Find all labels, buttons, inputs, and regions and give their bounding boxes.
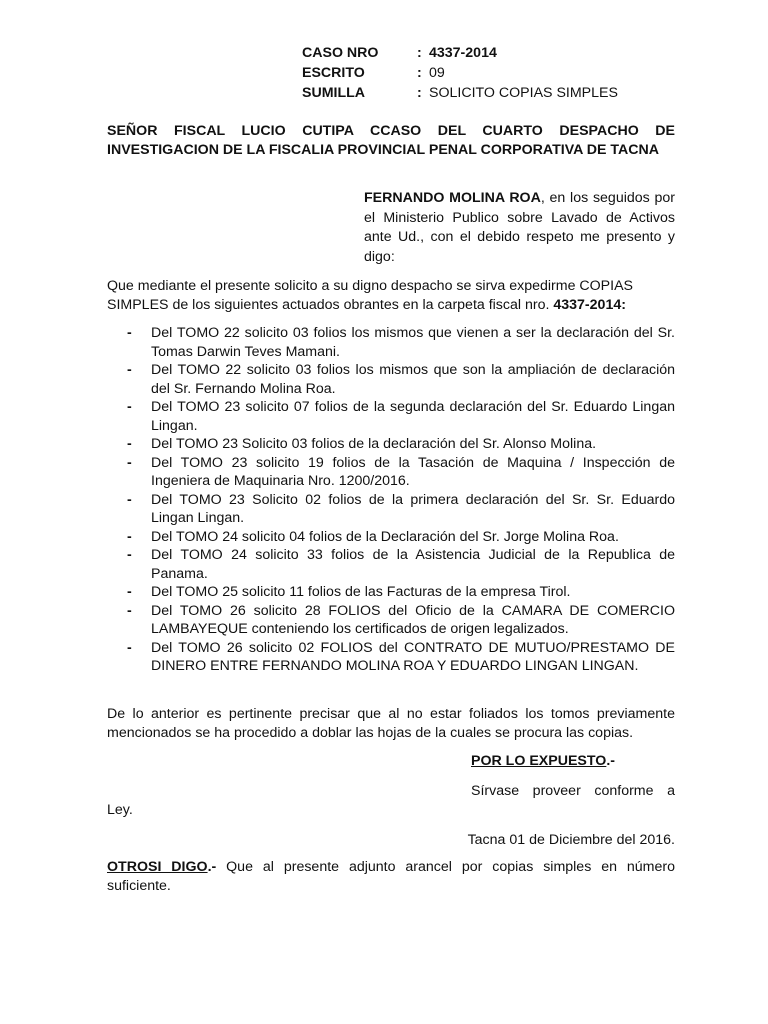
ley-text: Ley. — [107, 802, 133, 818]
request-item — [107, 639, 675, 676]
bullet-dash: - — [127, 454, 132, 471]
request-text: Del TOMO 22 solicito 03 folios los mismos que son la ampliación de declaración del Sr. Fernando Molina Roa. — [151, 362, 675, 397]
sumilla-colon: : — [417, 85, 422, 101]
case-number-label: CASO NRO — [302, 45, 379, 61]
request-item — [107, 454, 675, 491]
intro-text: Que mediante el presente solicito a su digno despacho se sirva expedirme COPIAS SIMPLES de los siguientes actuados obrantes en la carpeta fiscal nro. — [107, 278, 634, 313]
request-text: Del TOMO 26 solicito 02 FOLIOS del CONTRATO DE MUTUO/PRESTAMO DE DINERO ENTRE FERNANDO MOLINA ROA Y EDUARDO LINGAN LINGAN. — [151, 639, 675, 674]
otrosi-suffix: .- — [207, 859, 217, 875]
party-name: FERNANDO MOLINA ROA — [364, 190, 541, 206]
request-text: Del TOMO 23 solicito 19 folios de la Tasación de Maquina / Inspección de Ingeniera de Maquinaria Nro. 1200/2016. — [151, 454, 675, 489]
escrito-row — [302, 64, 618, 84]
case-number-colon: : — [417, 45, 422, 61]
request-text: Del TOMO 22 solicito 03 folios los mismos que vienen a ser la declaración del Sr. Tomas Darwin Teves Mamani. — [151, 325, 675, 360]
bullet-dash: - — [127, 639, 132, 656]
request-text: Del TOMO 23 solicito 07 folios de la segunda declaración del Sr. Eduardo Lingan Lingan. — [151, 399, 675, 434]
request-item — [107, 324, 675, 361]
bullet-dash: - — [127, 584, 132, 600]
request-item — [107, 546, 675, 583]
sumilla-label: SUMILLA — [302, 85, 366, 101]
request-item — [107, 583, 675, 602]
por-lo-expuesto-text: POR LO EXPUESTO — [471, 753, 607, 769]
escrito-label: ESCRITO — [302, 65, 365, 81]
escrito-value: 09 — [429, 65, 445, 81]
request-item — [107, 602, 675, 639]
bullet-dash: - — [127, 325, 132, 341]
otrosi-text: Que al presente adjunto arancel por copias simples en número suficiente. — [107, 859, 675, 894]
request-text: Del TOMO 24 solicito 04 folios de la Declaración del Sr. Jorge Molina Roa. — [151, 528, 619, 545]
request-item — [107, 398, 675, 435]
request-intro — [107, 277, 675, 315]
por-lo-expuesto — [471, 752, 615, 771]
bullet-dash: - — [127, 362, 132, 378]
bullet-dash: - — [127, 399, 132, 415]
bullet-dash: - — [127, 602, 132, 619]
sirvase-text: Sírvase proveer conforme a — [471, 783, 675, 799]
request-item — [107, 361, 675, 398]
por-lo-expuesto-suffix: .- — [606, 753, 616, 769]
bullet-dash: - — [127, 436, 132, 452]
request-text: Del TOMO 25 solicito 11 folios de las Facturas de la empresa Tirol. — [151, 584, 571, 600]
request-item — [107, 491, 675, 528]
closing-paragraph: De lo anterior es pertinente precisar que al no estar foliados los tomos previamente mencionados se ha procedido a doblar las hojas de la cuales se procura las copias. — [107, 706, 675, 741]
sumilla-row — [302, 84, 618, 104]
addressee: SEÑOR FISCAL LUCIO CUTIPA CCASO DEL CUARTO DESPACHO DE INVESTIGACION DE LA FISCALIA PROVINCIAL PENAL CORPORATIVA DE TACNA — [107, 123, 675, 158]
bullet-dash: - — [127, 547, 132, 563]
request-list — [107, 324, 675, 676]
request-text: Del TOMO 26 solicito 28 FOLIOS del Oficio de la CAMARA DE COMERCIO LAMBAYEQUE conteniendo los certificados de origen legalizados. — [151, 602, 675, 637]
request-text: Del TOMO 23 Solicito 03 folios de la declaración del Sr. Alonso Molina. — [151, 436, 597, 452]
sumilla-value: SOLICITO COPIAS SIMPLES — [429, 85, 618, 101]
otrosi-label-wrap — [107, 859, 216, 875]
request-text: Del TOMO 24 solicito 33 folios de la Asistencia Judicial de la Republica de Panama. — [151, 547, 675, 582]
case-number-value: 4337-2014 — [429, 45, 497, 61]
request-text: Del TOMO 23 Solicito 02 folios de la primera declaración del Sr. Sr. Eduardo Lingan Lingan. — [151, 491, 675, 526]
bullet-dash: - — [127, 528, 132, 545]
bullet-dash: - — [127, 491, 132, 508]
party-text: , en los seguidos por el Ministerio Publico sobre Lavado de Activos ante Ud., con el debido respeto me presento y digo: — [364, 190, 675, 265]
case-header — [302, 44, 618, 104]
intro-case-ref: 4337-2014: — [553, 297, 626, 313]
otrosi-paragraph — [107, 858, 675, 896]
escrito-colon: : — [417, 65, 422, 81]
date-line: Tacna 01 de Diciembre del 2016. — [467, 832, 675, 848]
party-introduction — [364, 189, 675, 267]
otrosi-label: OTROSI DIGO — [107, 859, 208, 875]
request-item — [107, 435, 675, 454]
case-number-row — [302, 44, 618, 64]
request-item — [107, 528, 675, 547]
